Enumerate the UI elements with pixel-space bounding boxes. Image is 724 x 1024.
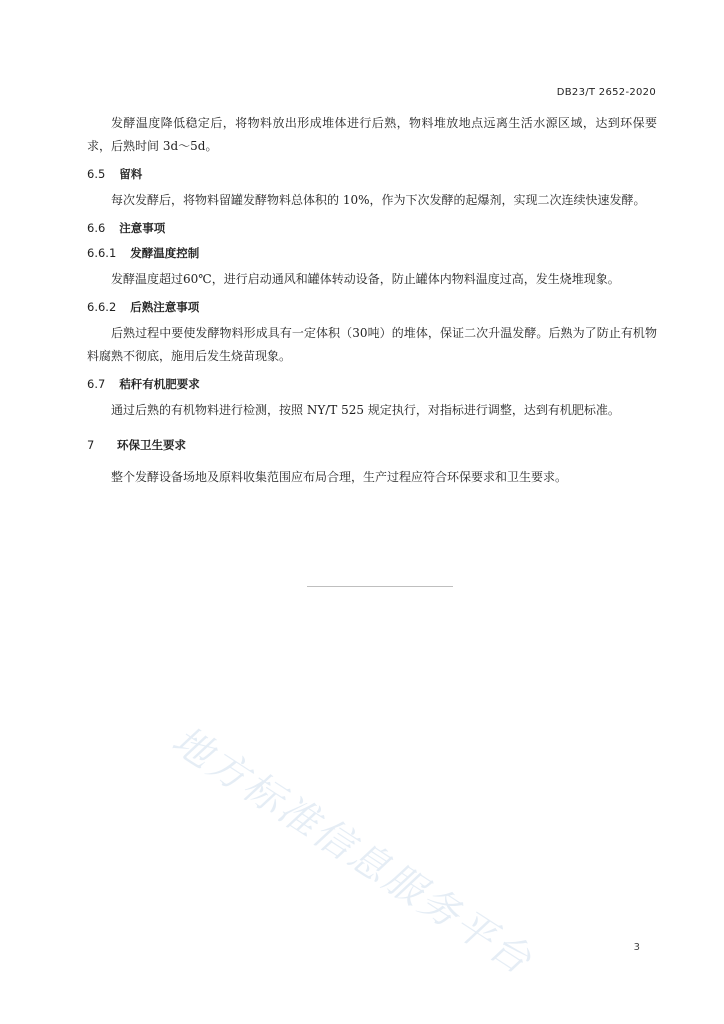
section-6-7-heading (87, 375, 657, 393)
paragraph-temperature-control: 发酵温度超过60℃，进行启动通风和罐体转动设备，防止罐体内物料温度过高，发生烧堆现象。 (111, 272, 620, 286)
section-title: 注意事项 (119, 221, 166, 235)
end-of-document-rule (307, 586, 453, 587)
section-number: 6.6 (87, 221, 106, 235)
section-6-6-2-heading (87, 298, 657, 316)
section-title: 留料 (119, 167, 143, 181)
document-id: DB23/T 2652-2020 (556, 87, 656, 98)
paragraph-retained-material: 每次发酵后，将物料留罐发酵物料总体积的 10%，作为下次发酵的起爆剂，实现二次连续快速发酵。 (111, 193, 646, 207)
section-title: 后熟注意事项 (130, 300, 200, 314)
paragraph-fertilizer-requirements: 通过后熟的有机物料进行检测，按照 NY/T 525 规定执行，对指标进行调整，达到有机肥标准。 (111, 403, 620, 417)
section-6-6-heading (87, 219, 657, 237)
section-number: 6.5 (87, 167, 106, 181)
page-number: 3 (633, 942, 640, 953)
section-number: 6.7 (87, 377, 106, 391)
section-7-heading (87, 436, 657, 454)
section-6-6-1-heading (87, 244, 657, 262)
paragraph-post-ripening-notes: 后熟过程中要使发酵物料形成具有一定体积（30吨）的堆体，保证二次升温发酵。后熟为了防止有机物料腐熟不彻底，施用后发生烧苗现象。 (87, 326, 657, 363)
section-title: 环保卫生要求 (117, 438, 186, 452)
paragraph-environmental-requirements: 整个发酵设备场地及原料收集范围应布局合理，生产过程应符合环保要求和卫生要求。 (111, 470, 568, 484)
paragraph-post-ripening: 发酵温度降低稳定后，将物料放出形成堆体进行后熟，物料堆放地点远离生活水源区域，达到环保要求，后熟时间 3d～5d。 (87, 116, 657, 153)
section-number: 7 (87, 438, 95, 452)
section-number: 6.6.2 (87, 300, 117, 314)
watermark: 地方标准信息服务平台 (163, 718, 541, 985)
section-6-5-heading (87, 165, 657, 183)
section-number: 6.6.1 (87, 246, 117, 260)
section-title: 秸秆有机肥要求 (119, 377, 200, 391)
document-body (87, 112, 657, 489)
section-title: 发酵温度控制 (130, 246, 200, 260)
